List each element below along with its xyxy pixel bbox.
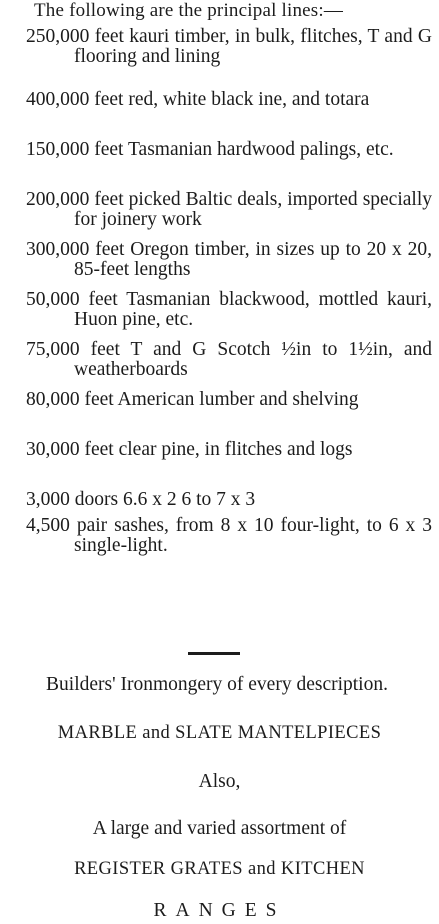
list-item: 30,000 feet clear pine, in flitches and logs [26, 439, 353, 460]
mantelpieces-line: MARBLE and SLATE MANTELPIECES [57, 723, 382, 743]
list-item: 50,000 feet Tasmanian blackwood, mottled kauri, Huon pine, etc. [26, 289, 432, 330]
list-item: 150,000 feet Tasmanian hardwood palings, etc. [26, 139, 394, 160]
list-item: 300,000 feet Oregon timber, in sizes up to 20 x 20, 85-feet lengths [26, 239, 432, 280]
divider-rule [188, 652, 240, 655]
also-line: Also, [198, 771, 241, 792]
list-item: 400,000 feet red, white black ine, and totara [26, 89, 370, 110]
list-item: 80,000 feet American lumber and shelving [26, 389, 359, 410]
ranges-line: RANGES [153, 900, 286, 921]
list-item: 4,500 pair sashes, from 8 x 10 four-light, to 6 x 3 single-light. [26, 515, 432, 556]
list-item: 200,000 feet picked Baltic deals, imported specially for joinery work [26, 189, 432, 230]
assortment-line: A large and varied assortment of [92, 818, 347, 839]
list-item: 75,000 feet T and G Scotch ½in to 1½in, and weatherboards [26, 339, 432, 380]
list-item: 3,000 doors 6.6 x 2 6 to 7 x 3 [26, 489, 256, 510]
builders-ironmongery-line: Builders' Ironmongery of every description. [46, 674, 388, 695]
grates-line: REGISTER GRATES and KITCHEN [74, 859, 365, 879]
list-item: 250,000 feet kauri timber, in bulk, flitches, T and G flooring and lining [26, 26, 432, 67]
intro-line: The following are the principal lines:— [34, 0, 344, 21]
